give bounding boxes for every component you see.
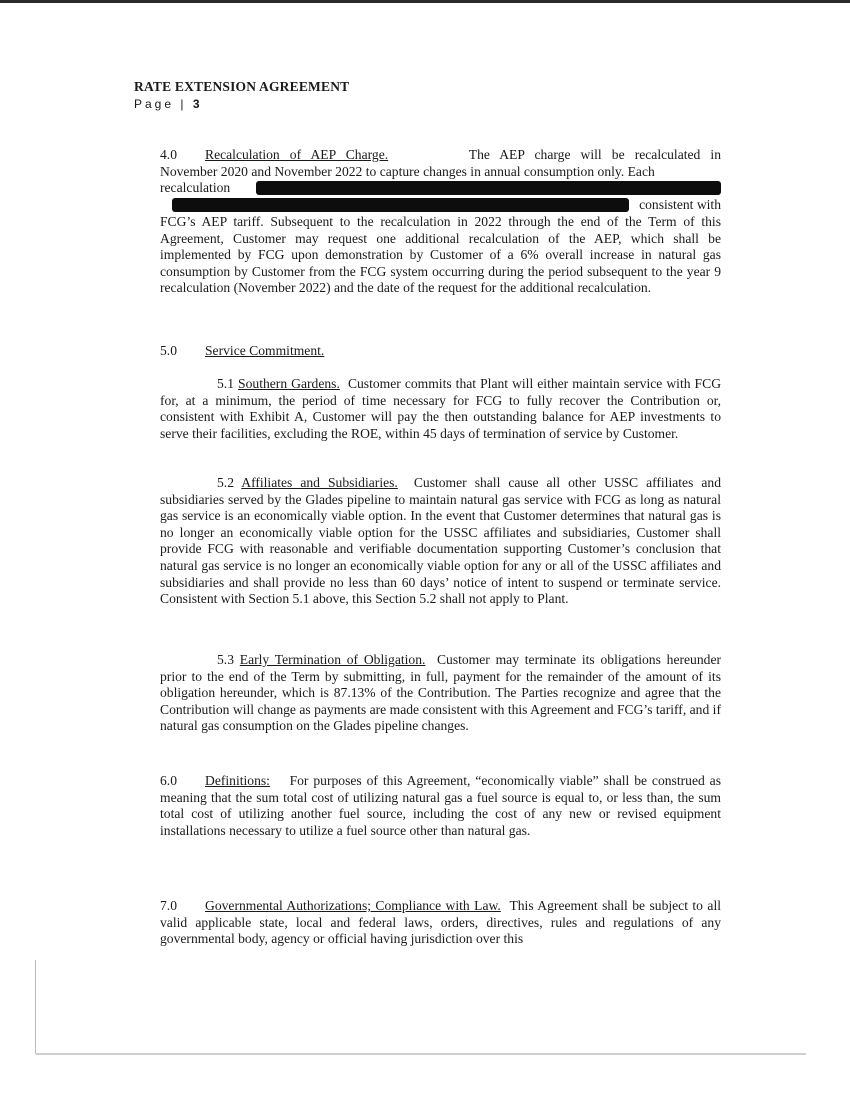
redaction-bar-1	[256, 181, 721, 195]
section-5-2-text: Customer shall cause all other USSC affiliates and subsidiaries served by the Glades pipeline to maintain natural gas service with FCG as long as natural gas service is an economically viable option. In the event that Customer determines that natural gas is no longer an economically viable option for the USSC affiliates and subsidiaries, Customer shall provide FCG with reasonable and verifiable documentation supporting Customer’s conclusion that natural gas service is no longer an economically viable option for any or all of the USSC affiliates and subsidiaries and shall provide no less than 60 days’ notice of intent to suspend or terminate service. Consistent with Section 5.1 above, this Section 5.2 shall not apply to Plant.	[160, 475, 721, 607]
section-5-2-heading: Affiliates and Subsidiaries.	[241, 475, 398, 490]
section-4-line-1-text: The AEP charge will be recalculated in	[468, 147, 721, 162]
section-5-2	[160, 475, 721, 608]
page-header	[134, 79, 349, 111]
section-5-1	[160, 376, 721, 442]
section-7-number: 7.0	[160, 898, 177, 913]
page-word: Page	[134, 97, 175, 111]
section-6-text: For purposes of this Agreement, “economically viable” shall be construed as meaning that the sum total cost of utilizing natural gas a fuel source is equal to, or less than, the sum total cost of utilizing another fuel source, including the cost of any new or revised equipment installations necessary to utilize a fuel source other than natural gas.	[160, 773, 722, 838]
section-4-heading: Recalculation of AEP Charge.	[205, 147, 389, 162]
section-4-body: FCG’s AEP tariff. Subsequent to the recalculation in 2022 through the end of the Term of this Agreement, Customer may request one additional recalculation of the AEP, which shall be implemented by FCG upon demonstration by Customer of a 6% overall increase in natural gas consumption by Customer from the FCG system occurring during the period subsequent to the year 9 recalculation (November 2022) and the date of the request for the additional recalculation.	[160, 214, 721, 296]
section-5-2-number: 5.2	[217, 475, 234, 490]
section-4-recalc-word: recalculation	[160, 180, 231, 196]
section-5-heading-line	[160, 343, 721, 360]
section-5-1-text: Customer commits that Plant will either maintain service with FCG for, at a minimum, the period of time necessary for FCG to fully recover the Contribution or, consistent with Exhibit A, Customer will pay the then outstanding balance for AEP investments to serve their facilities, excluding the ROE, within 45 days of termination of service by Customer.	[160, 376, 722, 441]
section-5-1-number: 5.1	[217, 376, 234, 391]
section-5-3	[160, 652, 721, 735]
section-5-3-number: 5.3	[217, 652, 234, 667]
section-4-number: 4.0	[160, 147, 177, 162]
section-6-heading: Definitions:	[205, 773, 270, 788]
section-5-3-heading: Early Termination of Obligation.	[239, 652, 426, 667]
section-7-text: This Agreement shall be subject to all valid applicable state, local and federal laws, orders, directives, rules and regulations of any governmental body, agency or official having jurisdiction over this	[160, 898, 721, 947]
section-5-1-heading: Southern Gardens.	[238, 376, 340, 391]
scan-edge-left	[35, 960, 36, 1054]
section-6	[160, 773, 721, 839]
section-5-heading: Service Commitment.	[205, 343, 325, 358]
document-title: RATE EXTENSION AGREEMENT	[134, 79, 350, 94]
section-7-heading: Governmental Authorizations; Compliance with Law.	[205, 898, 501, 913]
section-7	[160, 898, 721, 948]
section-4-consistent-with: consistent with	[639, 196, 721, 212]
page-number: 3	[192, 97, 200, 111]
redaction-bar-2	[172, 198, 629, 212]
section-6-number: 6.0	[160, 773, 177, 788]
section-4-line-1	[160, 147, 721, 164]
scan-edge-bottom	[36, 1053, 806, 1055]
page-number-label: Page | 3	[134, 97, 200, 111]
section-5-3-text: Customer may terminate its obligations hereunder prior to the end of the Term by submitting, in full, payment for the remainder of the amount of its obligation hereunder, which is 87.13% of the Contribution. The Parties recognize and agree that the Contribution will change as payments are made consistent with this Agreement and FCG’s tariff, and if natural gas consumption on the Glades pipeline changes.	[160, 652, 722, 734]
section-4-line-2: November 2020 and November 2022 to capture changes in annual consumption only. Each	[160, 163, 655, 179]
section-5-number: 5.0	[160, 343, 177, 358]
scan-edge-top	[0, 0, 850, 3]
